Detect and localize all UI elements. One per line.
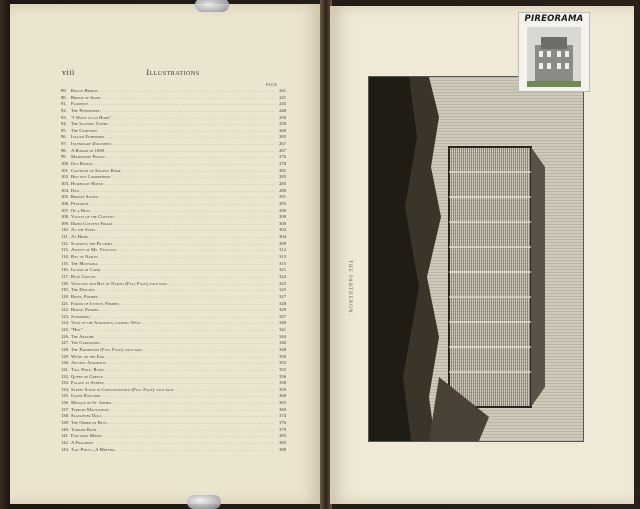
entry-title: Bronze Statue xyxy=(71,194,99,200)
entry-title: Dried Convent Friars xyxy=(71,220,113,226)
entry-number: 139. xyxy=(61,420,70,426)
entry-number: 99. xyxy=(61,154,67,160)
entry-page: 285 xyxy=(279,180,286,186)
leader-dots xyxy=(104,380,274,387)
entry-number: 119. xyxy=(61,287,69,293)
entry-number: 130. xyxy=(61,360,70,366)
list-item xyxy=(61,181,286,188)
entry-number: 127. xyxy=(61,340,70,346)
entry-number: 133. xyxy=(61,380,70,386)
list-item xyxy=(61,261,286,268)
list-item xyxy=(61,427,286,434)
entry-title: Italian Fishermen xyxy=(71,134,105,140)
entry-title: Blue Grotto xyxy=(71,273,96,279)
entry-page: 309 xyxy=(279,240,286,246)
entry-number: 97. xyxy=(61,141,67,147)
leader-dots xyxy=(167,281,274,288)
list-item xyxy=(61,347,286,354)
list-item xyxy=(61,188,286,195)
entry-page: 321 xyxy=(279,267,286,273)
entry-number: 129. xyxy=(61,353,70,359)
engraving-caption: THE PARTHENON. xyxy=(347,260,352,316)
list-item xyxy=(61,320,286,327)
entry-page: 341 xyxy=(279,327,286,333)
leader-dots xyxy=(105,154,274,161)
entry-title: The Leaning Tower xyxy=(71,121,108,127)
list-item xyxy=(61,334,286,341)
list-item xyxy=(61,168,286,175)
list-item xyxy=(61,201,286,208)
entry-title: Incendiary Document xyxy=(71,141,112,147)
leader-dots xyxy=(104,148,274,155)
leader-dots xyxy=(94,440,274,447)
leader-dots xyxy=(100,108,274,115)
entry-title: The Cemetery xyxy=(71,127,98,133)
entry-page: 328 xyxy=(279,300,286,306)
leader-dots xyxy=(103,374,274,381)
list-item xyxy=(61,101,286,108)
page-number: viii xyxy=(62,68,75,77)
entry-number: 103. xyxy=(61,180,70,186)
entry-title: Island of Capri xyxy=(71,267,101,273)
entry-number: 142. xyxy=(61,439,70,445)
entry-title: The Parthenon (Full Page), face page xyxy=(71,346,143,352)
entry-page: 276 xyxy=(279,154,286,160)
list-item xyxy=(61,374,286,381)
list-item xyxy=(61,234,286,241)
entry-page: 358 xyxy=(279,380,286,386)
leader-dots xyxy=(111,115,274,122)
entry-page: 281 xyxy=(279,167,286,173)
leader-dots xyxy=(79,188,274,195)
entry-number: 93. xyxy=(61,114,67,120)
list-item xyxy=(61,267,286,274)
entry-page: 376 xyxy=(279,420,286,426)
leader-dots xyxy=(121,168,274,175)
entry-page: 340 xyxy=(279,320,286,326)
entry-page: 299 xyxy=(279,214,286,220)
entry-page: 248 xyxy=(279,107,286,113)
leader-dots xyxy=(115,447,274,454)
entry-title: Old Roman xyxy=(71,161,93,167)
list-item xyxy=(61,340,286,347)
leader-dots xyxy=(104,354,274,361)
list-item xyxy=(61,108,286,115)
entry-page: 291 xyxy=(279,194,286,200)
entry-number: 124. xyxy=(61,320,70,326)
list-item xyxy=(61,174,286,181)
entry-title: Of a Bust xyxy=(71,207,91,213)
leader-dots xyxy=(112,241,274,248)
entry-title: At the Steps xyxy=(71,227,96,233)
entry-title: Mosque of St. Sophia xyxy=(71,400,112,406)
list-item xyxy=(61,134,286,141)
leader-dots xyxy=(93,161,274,168)
leader-dots xyxy=(109,407,274,414)
entry-number: 95. xyxy=(61,127,67,133)
entry-page: 359 xyxy=(279,386,286,392)
entry-number: 120. xyxy=(61,293,70,299)
illustrations-list xyxy=(61,88,286,453)
entry-number: 121. xyxy=(61,300,70,306)
entry-title: Coliseum of Ancient Rome xyxy=(71,167,121,173)
list-item xyxy=(61,161,286,168)
entry-page: 304 xyxy=(279,234,286,240)
entry-title: Petrarch xyxy=(71,200,89,206)
entry-page: 388 xyxy=(279,446,286,452)
entry-number: 122. xyxy=(61,307,70,313)
entry-page: 250 xyxy=(279,114,286,120)
entry-title: The Pennsionee xyxy=(71,107,100,113)
list-item xyxy=(61,327,286,334)
entry-page: 278 xyxy=(279,161,286,167)
list-item xyxy=(61,287,286,294)
list-item xyxy=(61,247,286,254)
entry-page: 374 xyxy=(279,413,286,419)
entry-title: Florence xyxy=(71,101,89,107)
leader-dots xyxy=(98,194,274,201)
list-item xyxy=(61,221,286,228)
entry-page: 365 xyxy=(279,400,286,406)
entry-number: 94. xyxy=(61,121,67,127)
watermark-text: PIREORAMA xyxy=(524,14,584,24)
leader-dots xyxy=(112,221,274,228)
list-item xyxy=(61,413,286,420)
leader-dots xyxy=(95,227,274,234)
list-item xyxy=(61,447,286,454)
leader-dots xyxy=(102,413,274,420)
entry-page: 350 xyxy=(279,353,286,359)
entry-title: The Caryatides xyxy=(71,340,100,346)
entry-number: 136. xyxy=(61,400,70,406)
leader-dots xyxy=(114,214,274,221)
entry-number: 106. xyxy=(61,200,70,206)
list-item xyxy=(61,88,286,95)
entry-page: 385 xyxy=(279,439,286,445)
entry-title: Slaughter Dogs xyxy=(71,413,102,419)
leader-dots xyxy=(141,320,274,327)
entry-number: 131. xyxy=(61,366,70,372)
leader-dots xyxy=(110,174,274,181)
leader-dots xyxy=(97,88,274,95)
entry-number: 128. xyxy=(61,346,70,352)
list-item xyxy=(61,141,286,148)
leader-dots xyxy=(88,201,274,208)
entry-title: We're on the Ear xyxy=(71,353,105,359)
entry-title: Ancient Acropolis xyxy=(71,360,106,366)
entry-title: Scouring the Pilgrims xyxy=(71,240,113,246)
leader-dots xyxy=(98,294,274,301)
leader-dots xyxy=(112,400,274,407)
list-item xyxy=(61,281,286,288)
entry-title: House, Pompeii xyxy=(71,307,99,313)
list-item xyxy=(61,194,286,201)
leader-dots xyxy=(90,314,274,321)
list-item xyxy=(61,128,286,135)
entry-number: 89. xyxy=(61,88,67,93)
watermark-logo xyxy=(518,12,590,92)
entry-title: Humboldt House xyxy=(71,180,103,186)
entry-page: 295 xyxy=(279,200,286,206)
leader-dots xyxy=(107,420,274,427)
leader-dots xyxy=(98,261,274,268)
entry-title: View of the Acropolis, looking West xyxy=(71,320,141,326)
entry-page: 346 xyxy=(279,340,286,346)
leader-dots xyxy=(100,393,274,400)
entry-number: 134. xyxy=(61,386,70,392)
entry-number: 115. xyxy=(61,260,69,266)
entry-number: 108. xyxy=(61,214,70,220)
entry-number: 101. xyxy=(61,167,70,173)
entry-title: Street Scene in Constantinople (Full Page), face page xyxy=(71,386,174,392)
entry-number: 112. xyxy=(61,240,69,246)
list-item xyxy=(61,400,286,407)
entry-number: 114. xyxy=(61,254,69,260)
entry-number: 92. xyxy=(61,107,67,113)
list-item xyxy=(61,433,286,440)
list-item xyxy=(61,440,286,447)
entry-page: 241 xyxy=(279,88,286,93)
entry-page: 260 xyxy=(279,127,286,133)
leader-dots xyxy=(119,301,274,308)
entry-page: 369 xyxy=(279,406,286,412)
leader-dots xyxy=(88,234,274,241)
entry-page: 289 xyxy=(279,187,286,193)
entry-page: 315 xyxy=(279,260,286,266)
entry-number: 110. xyxy=(61,227,69,233)
entry-page: 302 xyxy=(279,227,286,233)
leader-dots xyxy=(102,433,274,440)
entry-title: Vesuvius and Bay of Naples (Full Page), face page xyxy=(71,280,168,286)
entry-title: Rialto Bridge xyxy=(71,88,98,93)
entry-title: Stromboli xyxy=(71,313,91,319)
list-item xyxy=(61,154,286,161)
list-item xyxy=(61,354,286,361)
entry-number: 90. xyxy=(61,94,67,100)
leader-dots xyxy=(100,267,274,274)
entry-number: 96. xyxy=(61,134,67,140)
entry-number: 132. xyxy=(61,373,70,379)
entry-number: 91. xyxy=(61,101,67,107)
entry-number: 143. xyxy=(61,446,70,452)
list-item xyxy=(61,214,286,221)
entry-page: 325 xyxy=(279,287,286,293)
entry-title: The Order of Buts xyxy=(71,420,107,426)
entry-page: 337 xyxy=(279,313,286,319)
list-item xyxy=(61,314,286,321)
list-item xyxy=(61,407,286,414)
list-item xyxy=(61,393,286,400)
entry-number: 141. xyxy=(61,433,70,439)
entry-title: Tall Peice, Ruins xyxy=(71,366,105,372)
leader-dots xyxy=(104,367,274,374)
leader-dots xyxy=(174,387,274,394)
entry-page: 355 xyxy=(279,366,286,372)
entry-title: "I Want to go Home" xyxy=(71,114,112,120)
entry-title: Bay of Naples xyxy=(71,254,99,260)
entry-number: 109. xyxy=(61,220,70,226)
entry-page: 258 xyxy=(279,121,286,127)
page-column-header: PAGE xyxy=(266,82,278,87)
leader-dots xyxy=(95,274,274,281)
list-item xyxy=(61,241,286,248)
entry-number: 102. xyxy=(61,174,70,180)
entry-page: 283 xyxy=(279,174,286,180)
entry-title: "Hot" xyxy=(71,327,83,333)
list-item xyxy=(61,95,286,102)
entry-title: Vaults of the Convent xyxy=(71,214,115,220)
leader-dots xyxy=(94,334,274,341)
list-item xyxy=(61,380,286,387)
entry-number: 137. xyxy=(61,406,70,412)
entry-page: 296 xyxy=(279,207,286,213)
list-item xyxy=(61,208,286,215)
entry-number: 138. xyxy=(61,413,70,419)
list-item xyxy=(61,387,286,394)
entry-page: 325 xyxy=(279,280,286,286)
entry-title: Palace at Athens xyxy=(71,380,104,386)
leader-dots xyxy=(111,141,274,148)
entry-page: 352 xyxy=(279,360,286,366)
entry-number: 116. xyxy=(61,267,69,273)
leader-dots xyxy=(108,121,274,128)
entry-title: Bridge of Sighs xyxy=(71,94,101,100)
entry-title: Turkish Mausoleum xyxy=(71,406,109,412)
entry-title: Goose Rancher xyxy=(71,393,100,399)
entry-title: The Arsaide xyxy=(71,333,94,339)
entry-page: 245 xyxy=(279,101,286,107)
entry-number: 100. xyxy=(61,161,70,167)
entry-number: 113. xyxy=(61,247,69,253)
entry-title: At Home xyxy=(71,234,88,240)
leader-dots xyxy=(103,181,274,188)
list-item xyxy=(61,254,286,261)
entry-number: 117. xyxy=(61,273,69,279)
list-item xyxy=(61,420,286,427)
leader-dots xyxy=(116,247,274,254)
entry-title: Forum of Justice, Pompeii xyxy=(71,300,119,306)
leader-dots xyxy=(97,128,274,135)
leader-dots xyxy=(100,95,274,102)
list-item xyxy=(61,301,286,308)
entry-page: 327 xyxy=(279,293,286,299)
leader-dots xyxy=(90,208,274,215)
running-title: Illustrations xyxy=(146,68,200,77)
entry-title: The Descent xyxy=(71,287,95,293)
leader-dots xyxy=(100,340,274,347)
entry-title: Queen of Greece xyxy=(71,373,103,379)
list-item xyxy=(61,294,286,301)
entry-number: 105. xyxy=(61,194,70,200)
list-item xyxy=(61,307,286,314)
leader-dots xyxy=(88,101,274,108)
list-item xyxy=(61,227,286,234)
entry-number: 104. xyxy=(61,187,70,193)
entry-page: 383 xyxy=(279,433,286,439)
entry-title: Ruins, Pompeii xyxy=(71,293,98,299)
entry-number: 111. xyxy=(61,234,69,240)
entry-page: 300 xyxy=(279,220,286,226)
leader-dots xyxy=(98,254,274,261)
entry-page: 267 xyxy=(279,147,286,153)
leader-dots xyxy=(83,327,274,334)
paper-clip-bottom xyxy=(187,495,221,509)
entry-title: Dan xyxy=(71,187,79,193)
entry-number: 125. xyxy=(61,327,70,333)
entry-title: A Fragment xyxy=(71,439,94,445)
entry-page: 312 xyxy=(279,247,286,253)
entry-page: 329 xyxy=(279,307,286,313)
entry-number: 98. xyxy=(61,147,67,153)
house-icon xyxy=(527,27,581,87)
entry-number: 118. xyxy=(61,280,69,286)
entry-page: 267 xyxy=(279,141,286,147)
leader-dots xyxy=(104,134,274,141)
leader-dots xyxy=(96,427,274,434)
entry-title: Ascent of Mt. Vesuvius xyxy=(71,247,117,253)
entry-title: Bud not Comprehend xyxy=(71,174,111,180)
leader-dots xyxy=(142,347,274,354)
entry-page: 356 xyxy=(279,373,286,379)
list-item xyxy=(61,360,286,367)
list-item xyxy=(61,121,286,128)
entry-title: Tail-Piece—A Meeting xyxy=(71,446,116,452)
entry-title: The Moutaina xyxy=(71,260,98,266)
leader-dots xyxy=(106,360,274,367)
entry-page: 379 xyxy=(279,426,286,432)
entry-title: Far-away Moses xyxy=(71,433,102,439)
leader-dots xyxy=(95,287,274,294)
entry-title: Mamertine Prison xyxy=(71,154,105,160)
entry-number: 135. xyxy=(61,393,70,399)
entry-number: 126. xyxy=(61,333,70,339)
entry-title: Turkish Bath xyxy=(71,426,97,432)
list-item xyxy=(61,115,286,122)
entry-page: 344 xyxy=(279,333,286,339)
parthenon-engraving xyxy=(368,76,584,442)
entry-page: 241 xyxy=(279,94,286,100)
list-item xyxy=(61,367,286,374)
entry-number: 123. xyxy=(61,313,70,319)
entry-number: 107. xyxy=(61,207,70,213)
list-item xyxy=(61,274,286,281)
entry-page: 324 xyxy=(279,273,286,279)
entry-page: 360 xyxy=(279,393,286,399)
entry-page: 313 xyxy=(279,254,286,260)
list-item xyxy=(61,148,286,155)
entry-number: 140. xyxy=(61,426,70,432)
entry-title: A Roman of 1869 xyxy=(71,147,105,153)
leader-dots xyxy=(99,307,274,314)
entry-page: 265 xyxy=(279,134,286,140)
paper-clip-top xyxy=(195,0,229,12)
entry-page: 348 xyxy=(279,346,286,352)
